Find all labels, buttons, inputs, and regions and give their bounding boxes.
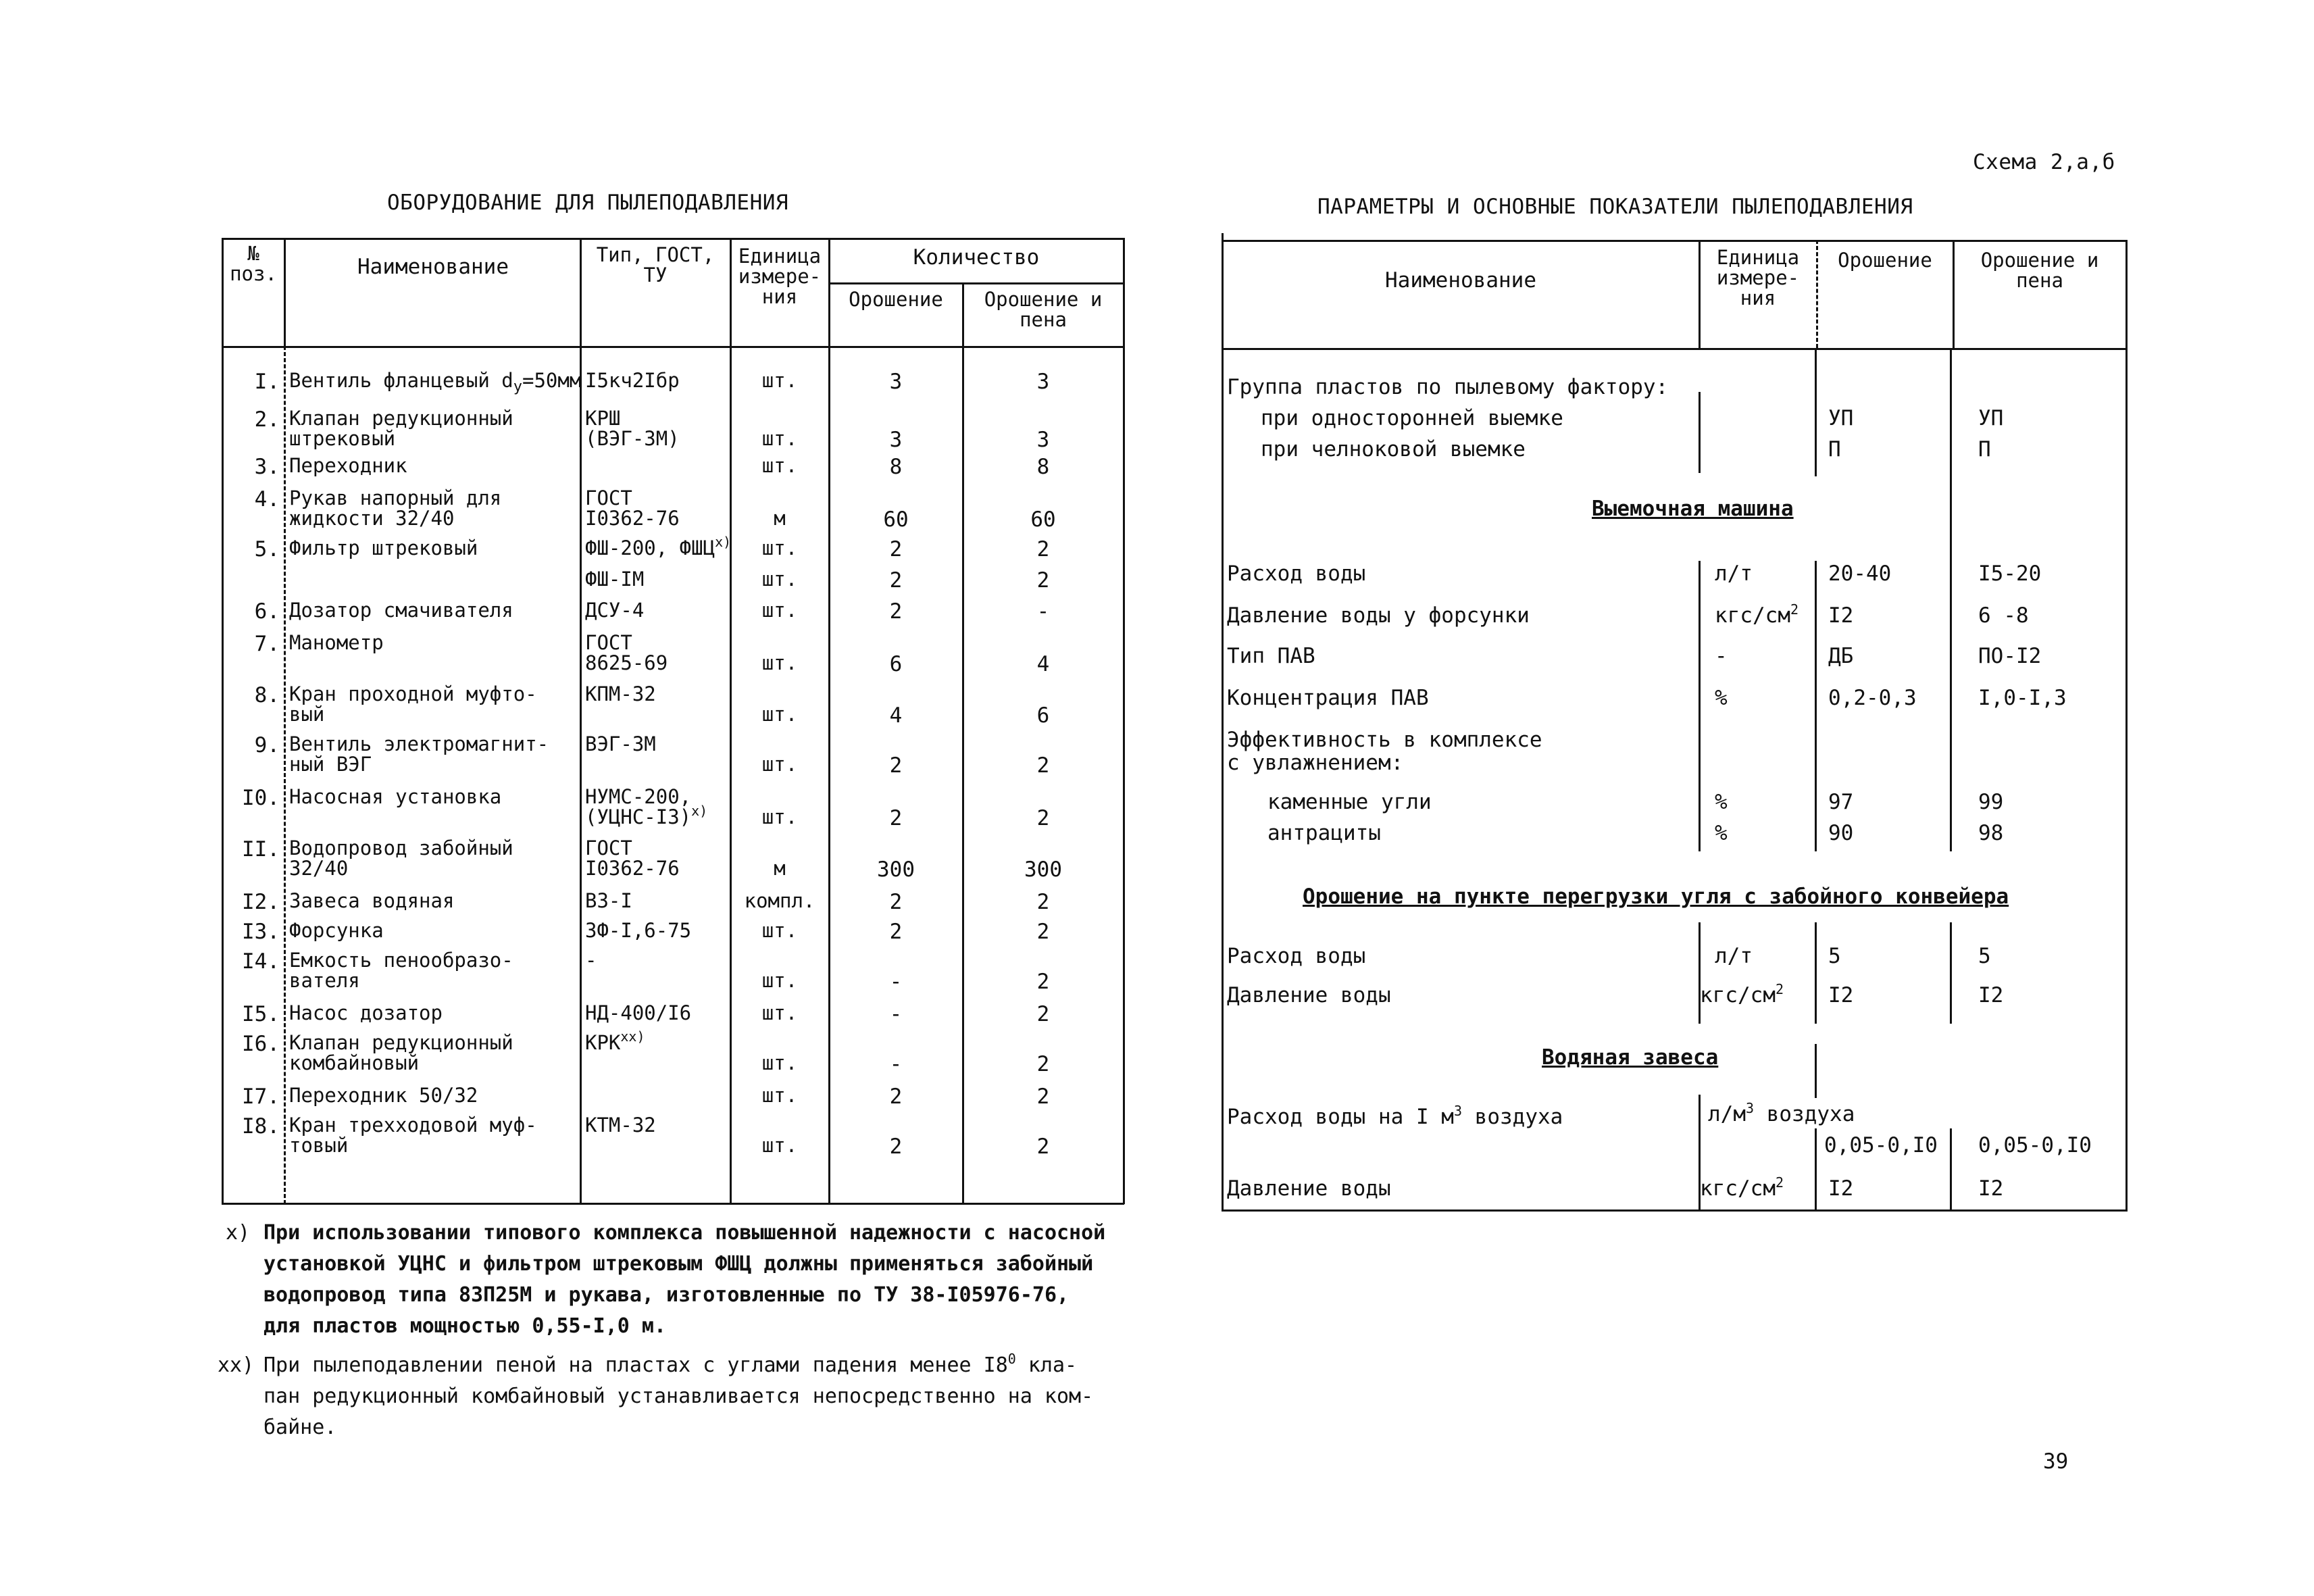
row-qty-irrigation-foam: 2 (1036, 1134, 1050, 1159)
row-name: Кран трехходовой муф- товый (289, 1114, 537, 1157)
param-unit: кгс/$см^2$ (1700, 1174, 1784, 1201)
group-row-name: при челноковой выемке (1261, 437, 1526, 462)
row-unit: шт. (761, 1051, 798, 1074)
param-name: Давление воды у форсунки (1227, 603, 1530, 628)
row-unit: шт. (761, 568, 798, 591)
row-qty-irrigation: 2 (889, 599, 903, 624)
param-unit: % (1715, 821, 1728, 845)
row-unit: шт. (761, 805, 798, 828)
param-q2: I5-20 (1978, 562, 2042, 586)
row-qty-irrigation: 2 (889, 1134, 903, 1159)
param-q2: 0,05-0,I0 (1978, 1133, 2092, 1157)
row-qty-irrigation: 300 (877, 857, 915, 882)
row-qty-irrigation: - (889, 1002, 903, 1026)
section-water-curtain: Водяная завеса (1542, 1045, 1719, 1070)
row-qty-irrigation-foam: - (1036, 599, 1050, 624)
row-num: I2. (242, 890, 280, 914)
row-qty-irrigation-foam: 2 (1036, 890, 1050, 914)
row-name: Кран проходной муфто- вый (289, 682, 537, 726)
row-num: 4. (254, 487, 280, 512)
row-qty-irrigation-foam: 2 (1036, 537, 1050, 562)
row-qty-irrigation-foam: 2 (1036, 568, 1050, 593)
row-qty-irrigation: 2 (889, 568, 903, 593)
row-unit: м (774, 507, 786, 530)
row-qty-irrigation-foam: 3 (1036, 428, 1050, 452)
par-col-irrigation-header: Орошение (1838, 249, 1932, 272)
row-unit: шт. (761, 454, 798, 477)
param-q1: 90 (1828, 821, 1854, 845)
table-border (222, 238, 1124, 240)
row-type: КПМ-32 (585, 682, 656, 705)
table-border (222, 238, 224, 1204)
row-num: I5. (242, 1002, 280, 1026)
row-num: 8. (254, 683, 280, 707)
table-border (1815, 922, 1817, 1024)
table-border (1815, 348, 1817, 476)
row-name: Насосная установка (289, 785, 502, 808)
row-qty-irrigation: 2 (889, 920, 903, 944)
group-row-q2: УП (1978, 406, 2004, 430)
param-unit: кгс/$см^2$ (1715, 601, 1799, 628)
param-q1: ДБ (1828, 644, 1854, 668)
row-type: ГОСТ I0362-76 (585, 487, 680, 530)
row-qty-irrigation: 2 (889, 537, 903, 562)
param-q2: I,0-I,3 (1978, 686, 2067, 710)
table-border (1815, 561, 1817, 851)
param-q2: 5 (1978, 944, 1991, 968)
row-type: НУМС-200, (УЦНС-I3)$^{х)}$ (585, 785, 708, 828)
row-name: Переходник (289, 454, 407, 477)
row-unit: шт. (761, 537, 798, 559)
row-qty-irrigation: 60 (883, 507, 909, 532)
table-border (1222, 1210, 2127, 1212)
row-name: Фильтр штрековый (289, 537, 478, 559)
row-type: ВЗ-I (585, 889, 632, 912)
col-type-header: Тип, ГОСТ, ТУ (596, 243, 715, 286)
row-qty-irrigation: 2 (889, 890, 903, 914)
param-unit: - (1715, 644, 1728, 668)
footnote-xx (263, 1350, 1093, 1443)
row-num: 9. (254, 733, 280, 757)
table-border (222, 1203, 1124, 1205)
footnote-line: байне. (263, 1416, 337, 1439)
group-row-q1: УП (1828, 406, 1854, 430)
row-name: Насос дозатор (289, 1001, 443, 1024)
row-qty-irrigation: 2 (889, 806, 903, 830)
row-type: ФШ-200, $ФШЦ^{х)}$ (585, 534, 732, 559)
row-name: Дозатор смачивателя (289, 599, 513, 622)
row-qty-irrigation: 8 (889, 455, 903, 479)
param-q2: I2 (1978, 983, 2004, 1007)
col-unit-header: Единица измере- ния (738, 245, 822, 308)
table-border (1222, 348, 2127, 350)
row-num: 7. (254, 632, 280, 656)
table-border (2126, 240, 2128, 1212)
group-row-q2: П (1978, 437, 1991, 462)
table-border (1950, 348, 1952, 851)
table-border (828, 282, 1124, 284)
param-q2: I2 (1978, 1176, 2004, 1201)
footnote-xx-mark: хх) (218, 1353, 255, 1377)
row-num: II. (242, 837, 280, 862)
scheme-label: Схема 2,а,б (1973, 150, 2115, 174)
row-type: ГОСТ 8625-69 (585, 631, 668, 674)
param-name: каменные угли (1267, 790, 1432, 814)
footnote-x (263, 1218, 1105, 1342)
table-border (1222, 240, 2127, 242)
param-unit: $л/м^3$ воздуха (1708, 1100, 1855, 1126)
row-name: Емкость пенообразо- вателя (289, 949, 513, 992)
table-border (284, 346, 286, 1204)
left-table-title: ОБОРУДОВАНИЕ ДЛЯ ПЫЛЕПОДАВЛЕНИЯ (387, 191, 789, 215)
row-qty-irrigation-foam: 8 (1036, 455, 1050, 479)
row-unit: шт. (761, 651, 798, 674)
row-qty-irrigation: - (889, 1052, 903, 1076)
footnote-line: При использовании типового комплекса повышенной надежности с насосной (263, 1221, 1106, 1245)
page-number: 39 (2043, 1449, 2069, 1474)
row-qty-irrigation: 2 (889, 1084, 903, 1109)
row-unit: м (774, 857, 786, 880)
footnote-line: водопровод типа 83П25М и рукава, изготовленные по ТУ 38-I05976-76, (263, 1283, 1070, 1307)
row-type: ЗФ-I,6-75 (585, 919, 692, 942)
row-type: - (585, 949, 597, 972)
row-type: $КРК^{хх)}$ (585, 1028, 645, 1054)
table-border (222, 346, 1124, 348)
row-type: ВЭГ-3М (585, 732, 656, 755)
table-border (1950, 922, 1952, 1024)
row-qty-irrigation-foam: 2 (1036, 753, 1050, 778)
row-name: Форсунка (289, 919, 384, 942)
row-qty-irrigation-foam: 4 (1036, 652, 1050, 676)
param-name: антрациты (1267, 821, 1381, 845)
footnote-line: При пылеподавлении пеной на пластах с углами падения менее $I8^0$ кла- (263, 1351, 1078, 1377)
row-name: Манометр (289, 631, 384, 654)
param-q1: 97 (1828, 790, 1854, 814)
group-title: Группа пластов по пылевому фактору: (1227, 375, 1669, 399)
row-num: I6. (242, 1032, 280, 1056)
row-num: 2. (254, 407, 280, 432)
footnote-line: установкой УЦНС и фильтром штрековым ФШЦ должны применяться забойный (263, 1252, 1094, 1276)
row-qty-irrigation-foam: 2 (1036, 920, 1050, 944)
row-unit: шт. (761, 1134, 798, 1157)
par-col-unit-header: Единица измере- ния (1716, 246, 1800, 309)
row-qty-irrigation-foam: 2 (1036, 806, 1050, 830)
table-border (1699, 561, 1701, 851)
row-unit: шт. (761, 427, 798, 450)
param-q2: 6 -8 (1978, 603, 2029, 628)
row-qty-irrigation-foam: 2 (1036, 1002, 1050, 1026)
col-irrigation-foam-header: Орошение и пена (984, 288, 1103, 331)
table-border (1815, 1128, 1817, 1211)
footnote-x-mark: х) (226, 1221, 251, 1245)
row-unit: шт. (761, 1001, 798, 1024)
row-num: I7. (242, 1084, 280, 1109)
footnote-line: для пластов мощностью 0,55-I,0 м. (263, 1314, 667, 1338)
row-name: Водопровод забойный 32/40 (289, 837, 513, 880)
section-mining-machine: Выемочная машина (1592, 497, 1794, 521)
row-unit: шт. (761, 703, 798, 726)
row-type: ДСУ-4 (585, 599, 645, 622)
col-name-header: Наименование (357, 255, 509, 279)
param-unit: л/т (1715, 562, 1753, 586)
group-row-q1: П (1828, 437, 1841, 462)
row-qty-irrigation: 3 (889, 370, 903, 394)
row-name: Клапан редукционный штрековый (289, 407, 513, 450)
row-qty-irrigation: 2 (889, 753, 903, 778)
param-unit: кгс/$см^2$ (1700, 981, 1784, 1007)
row-type: КРШ (ВЭГ-3М) (585, 407, 680, 450)
row-unit: шт. (761, 369, 798, 392)
row-name: Клапан редукционный комбайновый (289, 1031, 513, 1074)
param-name: Тип ПАВ (1227, 644, 1315, 668)
param-unit: л/т (1715, 944, 1753, 968)
row-name: Завеса водяная (289, 889, 455, 912)
row-qty-irrigation-foam: 2 (1036, 970, 1050, 994)
row-num: I4. (242, 949, 280, 974)
row-type: ГОСТ I0362-76 (585, 837, 680, 880)
table-border (1699, 392, 1701, 473)
table-border (1123, 238, 1125, 1204)
par-col-name-header: Наименование (1385, 268, 1536, 293)
param-q2: ПО-I2 (1978, 644, 2042, 668)
param-unit: % (1715, 790, 1728, 814)
param-q2: 99 (1978, 790, 2004, 814)
param-q1: I2 (1828, 983, 1854, 1007)
row-qty-irrigation: 6 (889, 652, 903, 676)
section-transfer-point: Орошение на пункте перегрузки угля с забойного конвейера (1303, 884, 2009, 909)
param-name: Расход воды (1227, 944, 1366, 968)
param-q1: 5 (1828, 944, 1841, 968)
col-irrigation-header: Орошение (849, 288, 943, 311)
table-border (284, 238, 286, 346)
row-qty-irrigation: - (889, 970, 903, 994)
row-type: ФШ-IМ (585, 568, 645, 591)
row-num: 6. (254, 599, 280, 624)
group-row-name: при односторонней выемке (1261, 406, 1563, 430)
row-type: КТМ-32 (585, 1114, 656, 1137)
param-q2: 98 (1978, 821, 2004, 845)
footnote-line: пан редукционный комбайновый устанавливается непосредственно на ком- (263, 1385, 1094, 1408)
row-name: Рукав напорный для жидкости 32/40 (289, 487, 502, 530)
param-q1: I2 (1828, 603, 1854, 628)
param-unit: % (1715, 686, 1728, 710)
param-name: Расход воды на I $м^3$ воздуха (1227, 1103, 1563, 1129)
row-qty-irrigation-foam: 3 (1036, 370, 1050, 394)
param-name: Расход воды (1227, 562, 1366, 586)
efficiency-title: Эффективность в комплексе с увлажнением: (1227, 728, 1542, 775)
row-unit: шт. (761, 1084, 798, 1107)
right-table-title: ПАРАМЕТРЫ И ОСНОВНЫЕ ПОКАЗАТЕЛИ ПЫЛЕПОДАВЛЕНИЯ (1317, 195, 1913, 219)
row-unit: шт. (761, 753, 798, 776)
param-q1: 20-40 (1828, 562, 1892, 586)
row-qty-irrigation: 4 (889, 703, 903, 728)
row-type: НД-400/I6 (585, 1001, 692, 1024)
row-num: 5. (254, 537, 280, 562)
param-q1: I2 (1828, 1176, 1854, 1201)
row-name: Переходник 50/32 (289, 1084, 478, 1107)
param-name: Давление воды (1227, 983, 1391, 1007)
row-num: I. (254, 370, 280, 394)
param-q1: 0,05-0,I0 (1824, 1133, 1938, 1157)
row-unit: шт. (761, 599, 798, 622)
row-qty-irrigation: 3 (889, 428, 903, 452)
row-qty-irrigation-foam: 2 (1036, 1052, 1050, 1076)
row-num: I3. (242, 920, 280, 944)
row-qty-irrigation-foam: 60 (1030, 507, 1056, 532)
row-num: I0. (242, 786, 280, 810)
row-qty-irrigation-foam: 300 (1024, 857, 1062, 882)
row-unit: компл. (744, 889, 815, 912)
row-num: I8. (242, 1114, 280, 1139)
table-border (1699, 922, 1701, 1024)
row-unit: шт. (761, 919, 798, 942)
row-name: Вентиль электромагнит- ный ВЭГ (289, 732, 549, 776)
table-border (1950, 1128, 1952, 1211)
param-name: Концентрация ПАВ (1227, 686, 1429, 710)
row-qty-irrigation-foam: 2 (1036, 1084, 1050, 1109)
row-type: I5кч2Iбр (585, 369, 680, 392)
col-qty-header: Количество (913, 245, 1040, 270)
row-num: 3. (254, 455, 280, 479)
row-unit: шт. (761, 969, 798, 992)
par-col-irrigation-foam-header: Орошение и пена (1980, 249, 2099, 292)
param-name: Давление воды (1227, 1176, 1391, 1201)
param-q1: 0,2-0,3 (1828, 686, 1917, 710)
col-num-header: № поз. (230, 242, 277, 285)
row-qty-irrigation-foam: 6 (1036, 703, 1050, 728)
table-border (1815, 1044, 1817, 1098)
table-border (1222, 233, 1224, 1212)
row-name: Вентиль фланцевый $d_у=50мм$ (289, 369, 582, 395)
